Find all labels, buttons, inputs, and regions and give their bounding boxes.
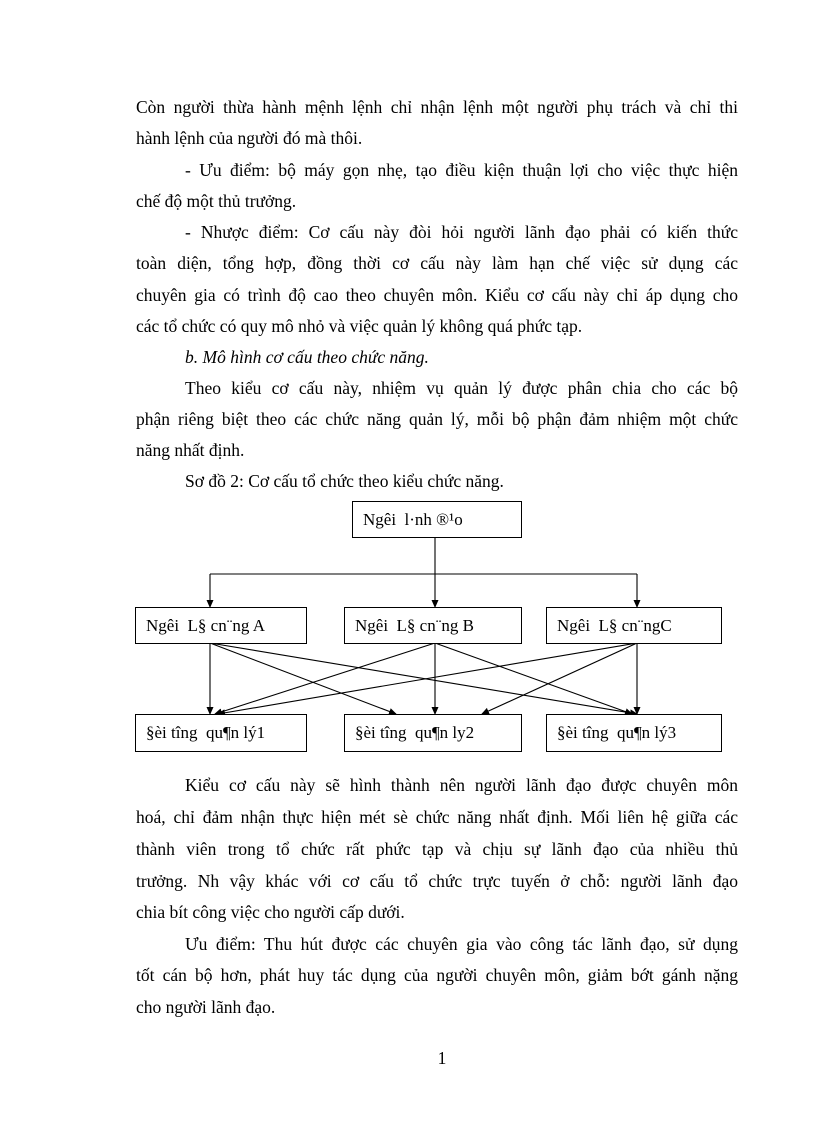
body-text-line: Kiểu cơ cấu này sẽ hình thành nên người lãnh đạo được chuyên môn xyxy=(185,775,738,795)
body-text-line: toàn diện, tổng hợp, đồng thời cơ cấu này làm hạn chế việc sử dụng các xyxy=(136,253,738,273)
body-text-line: phận riêng biệt theo các chức năng quản lý, mỗi bộ phận đảm nhiệm một chức xyxy=(136,409,738,429)
body-text-line: - Ưu điểm: bộ máy gọn nhẹ, tạo điều kiện thuận lợi cho việc thực hiện xyxy=(185,160,738,180)
body-text-line: chia bít công việc cho người cấp dưới. xyxy=(136,902,405,922)
section-heading: b. Mô hình cơ cấu theo chức năng. xyxy=(185,347,429,367)
body-text-line: - Nhược điểm: Cơ cấu này đòi hỏi người lãnh đạo phải có kiến thức xyxy=(185,222,738,242)
box-managed-object-1: §èi tîng qu¶n lý1 xyxy=(135,714,307,752)
connector-arrow xyxy=(482,643,637,714)
box-top-leader: Ngêi l·nh ®¹o xyxy=(352,501,522,538)
box-managed-object-3: §èi tîng qu¶n lý3 xyxy=(546,714,722,752)
body-text-line: cho người lãnh đạo. xyxy=(136,997,276,1017)
connector-arrow xyxy=(215,643,435,714)
body-text-line: Ưu điểm: Thu hút được các chuyên gia vào công tác lãnh đạo, sử dụng xyxy=(185,934,738,954)
body-text-line: các tổ chức có quy mô nhỏ và việc quản lý không quá phức tạp. xyxy=(136,316,583,336)
box-functional-leader-c: Ngêi L§ cn¨ngC xyxy=(546,607,722,644)
diagram-caption: Sơ đồ 2: Cơ cấu tổ chức theo kiểu chức năng. xyxy=(185,471,504,491)
connector-arrow xyxy=(435,643,632,714)
box-functional-leader-a: Ngêi L§ cn¨ng A xyxy=(135,607,307,644)
body-text-line: Theo kiểu cơ cấu này, nhiệm vụ quản lý được phân chia cho các bộ xyxy=(185,378,738,398)
body-text-line: thành viên trong tổ chức rất phức tạp và chịu sự lãnh đạo của nhiều thủ xyxy=(136,839,738,859)
body-text-line: tốt cán bộ hơn, phát huy tác dụng của người chuyên môn, giảm bớt gánh nặng xyxy=(136,965,738,985)
body-text-line: trưởng. Nh vậy khác với cơ cấu tổ chức trực tuyến ở chỗ: người lãnh đạo xyxy=(136,871,738,891)
body-text-line: năng nhất định. xyxy=(136,440,245,460)
box-functional-leader-b: Ngêi L§ cn¨ng B xyxy=(344,607,522,644)
box-managed-object-2: §èi tîng qu¶n ly2 xyxy=(344,714,522,752)
body-text-line: hành lệnh của người đó mà thôi. xyxy=(136,128,363,148)
body-text-line: chuyên gia có trình độ cao theo chuyên môn. Kiểu cơ cấu này chỉ áp dụng cho xyxy=(136,285,738,305)
page-number: 1 xyxy=(437,1048,447,1068)
body-text-line: chế độ một thủ trưởng. xyxy=(136,191,297,211)
body-text-line: hoá, chỉ đảm nhận thực hiện mét sè chức năng nhất định. Mối liên hệ giữa các xyxy=(136,807,738,827)
body-text-line: Còn người thừa hành mệnh lệnh chỉ nhận lệnh một người phụ trách và chỉ thi xyxy=(136,97,738,117)
connector-arrow xyxy=(210,643,396,714)
